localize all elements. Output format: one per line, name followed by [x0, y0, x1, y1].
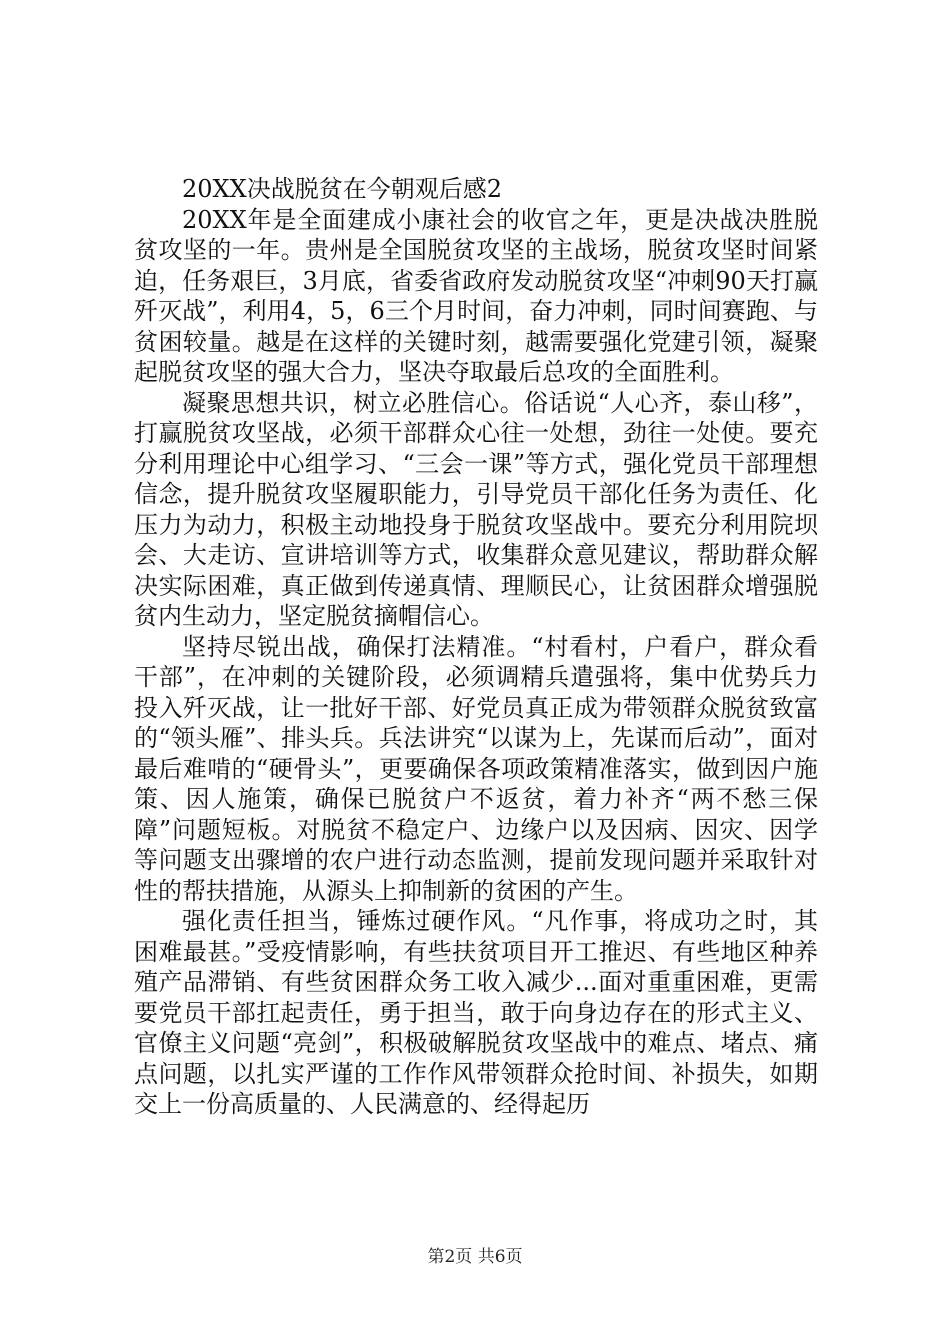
paragraph-intro: 20XX年是全面建成小康社会的收官之年，更是决战决胜脱贫攻坚的一年。贵州是全国脱贫攻坚的主战场，脱贫攻坚时间紧迫，任务艰巨，3月底，省委省政府发动脱贫攻坚“冲刺90天打赢歼灭战”，利用4，5，6三个月时间，奋力冲刺，同时间赛跑、与贫困较量。越是在这样的关键时刻，越需要强化党建引领，凝聚起脱贫攻坚的强大合力，坚决夺取最后总攻的全面胜利。	[134, 205, 818, 386]
page-number-footer: 第2页 共6页	[427, 1247, 523, 1267]
document-body	[134, 174, 818, 1120]
paragraph-consensus: 凝聚思想共识，树立必胜信心。俗话说“人心齐，泰山移”，打赢脱贫攻坚战，必须干部群众心往一处想，劲往一处使。要充分利用理论中心组学习、“三会一课”等方式，强化党员干部理想信念，提升脱贫攻坚履职能力，引导党员干部化任务为责任、化压力为动力，积极主动地投身于脱贫攻坚战中。要充分利用院坝会、大走访、宣讲培训等方式，收集群众意见建议，帮助群众解决实际困难，真正做到传递真情、理顺民心，让贫困群众增强脱贫内生动力，坚定脱贫摘帽信心。	[134, 388, 818, 630]
paragraph-precision: 坚持尽锐出战，确保打法精准。“村看村，户看户，群众看干部”，在冲刺的关键阶段，必须调精兵遣强将，集中优势兵力投入歼灭战，让一批好干部、好党员真正成为带领群众脱贫致富的“领头雁”、排头兵。兵法讲究“以谋为上，先谋而后动”，面对最后难啃的“硬骨头”，更要确保各项政策精准落实，做到因户施策、因人施策，确保已脱贫户不返贫，着力补齐“两不愁三保障”问题短板。对脱贫不稳定户、边缘户以及因病、因灾、因学等问题支出骤增的农户进行动态监测，提前发现问题并采取针对性的帮扶措施，从源头上抑制新的贫困的产生。	[134, 632, 818, 905]
document-title: 20XX决战脱贫在今朝观后感2	[182, 175, 502, 203]
paragraph-responsibility: 强化责任担当，锤炼过硬作风。“凡作事，将成功之时，其困难最甚。”受疫情影响，有些扶贫项目开工推迟、有些地区种养殖产品滞销、有些贫困群众务工收入减少...面对重重困难，更需要党员干部扛起责任，勇于担当，敢于向身边存在的形式主义、官僚主义问题“亮剑”，积极破解脱贫攻坚战中的难点、堵点、痛点问题，以扎实严谨的工作作风带领群众抢时间、补损失，如期交上一份高质量的、人民满意的、经得起历	[134, 907, 818, 1118]
